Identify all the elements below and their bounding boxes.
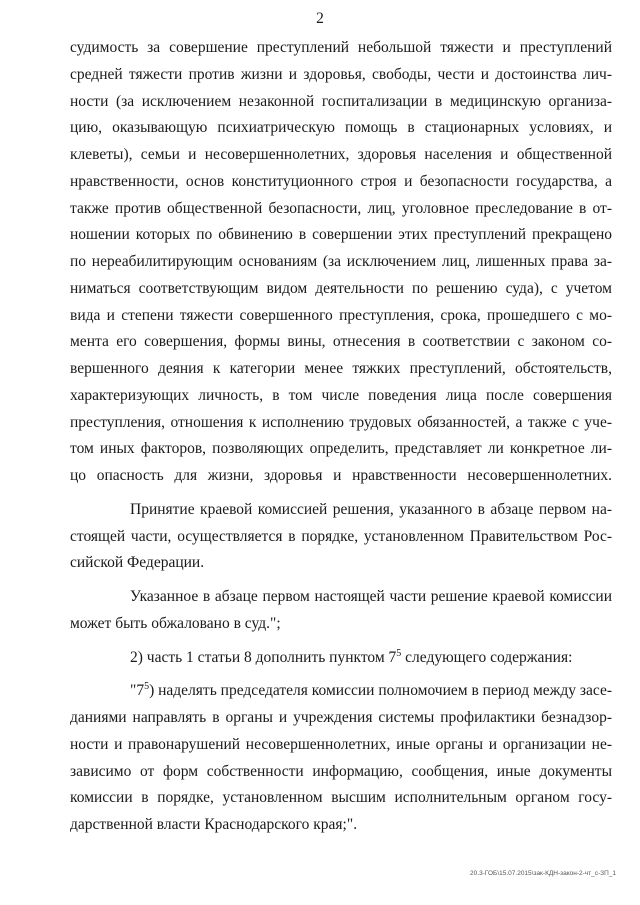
text-line: мента его совершения, формы вины, отнесения в соответствии с законом со- — [70, 333, 612, 351]
text-line: преступления, отношения к исполнению трудовых обязанностей, а также с уче- — [70, 413, 612, 431]
text-line: вида и степени тяжести совершенного преступления, срока, прошедшего с мо- — [70, 306, 612, 324]
text-line: дарственной власти Краснодарского края;". — [70, 816, 358, 833]
text-line: ности и правонарушений несовершеннолетних, иные органы и организации не- — [70, 735, 612, 753]
text-line: цию, оказывающую психиатрическую помощь в стационарных условиях, и — [70, 119, 612, 137]
superscript: 5 — [144, 681, 150, 693]
text-line: ниматься соответствующим видом деятельности по решению суда), с учетом — [70, 279, 612, 297]
text-line: вершенного деяния к категории менее тяжких преступлений, обстоятельств, — [70, 360, 612, 377]
paragraph — [70, 645, 612, 672]
text-line: том иных факторов, позволяющих определить, представляет ли конкретное ли- — [70, 440, 612, 458]
text-line: комиссии в порядке, установленном высшим исполнительным органом госу- — [70, 789, 612, 807]
text-line: судимость за совершение преступлений небольшой тяжести и преступлений — [70, 39, 612, 56]
text-line: Указанное в абзаце первом настоящей части решение краевой комиссии — [130, 588, 612, 605]
superscript: 5 — [396, 647, 402, 659]
text-line: может быть обжаловано в суд."; — [70, 614, 281, 632]
text-line: также против общественной безопасности, лиц, уголовное преследование в от- — [70, 199, 612, 217]
text-line: нравственности, основ конституционного строя и безопасности государства, а — [70, 172, 612, 190]
text-line: даниями направлять в органы и учреждения системы профилактики безнадзор- — [70, 709, 612, 726]
text-segment: 2) часть 1 статьи 8 дополнить пунктом 7 — [130, 648, 397, 666]
paragraph — [70, 35, 612, 490]
text-line: зависимо от форм собственности информацию, сообщения, иные документы — [70, 762, 612, 780]
text-segment: ) наделять председателя комиссии полномочием в период между засе- — [149, 682, 612, 700]
text-line: стоящей части, осуществляется в порядке, установленном Правительством Рос- — [70, 527, 612, 545]
text-segment: "7 — [130, 682, 145, 700]
text-segment: следующего содержания: — [401, 648, 573, 666]
document-body — [70, 35, 612, 839]
text-line: сийской Федерации. — [70, 554, 205, 572]
text-line: характеризующих личность, в том числе поведения лица после совершения — [70, 386, 612, 404]
text-line — [70, 678, 612, 705]
text-line: Принятие краевой комиссией решения, указанного в абзаце первом на- — [130, 500, 612, 518]
page-number: 2 — [316, 10, 324, 27]
paragraph — [70, 678, 612, 839]
text-line: ности (за исключением незаконной госпитализации в медицинскую организа- — [70, 92, 612, 110]
document-file-code: 20.3-ГОБ\15.07.2015\зак-КДН-закон-2-чт_с-ЗП_1 — [470, 870, 616, 877]
paragraph — [70, 497, 612, 577]
paragraph — [70, 584, 612, 638]
text-line: клеветы), семьи и несовершеннолетних, здоровья населения и общественной — [70, 146, 612, 163]
text-line: цо опасность для жизни, здоровья и нравственности несовершеннолетних. — [70, 467, 612, 484]
text-line: по нереабилитирующим основаниям (за исключением лиц, лишенных права за- — [70, 253, 612, 270]
text-line — [70, 645, 612, 672]
text-line: средней тяжести против жизни и здоровья, свободы, чести и достоинства лич- — [70, 65, 612, 83]
text-line: ношении которых по обвинению в совершении этих преступлений прекращено — [70, 226, 612, 244]
